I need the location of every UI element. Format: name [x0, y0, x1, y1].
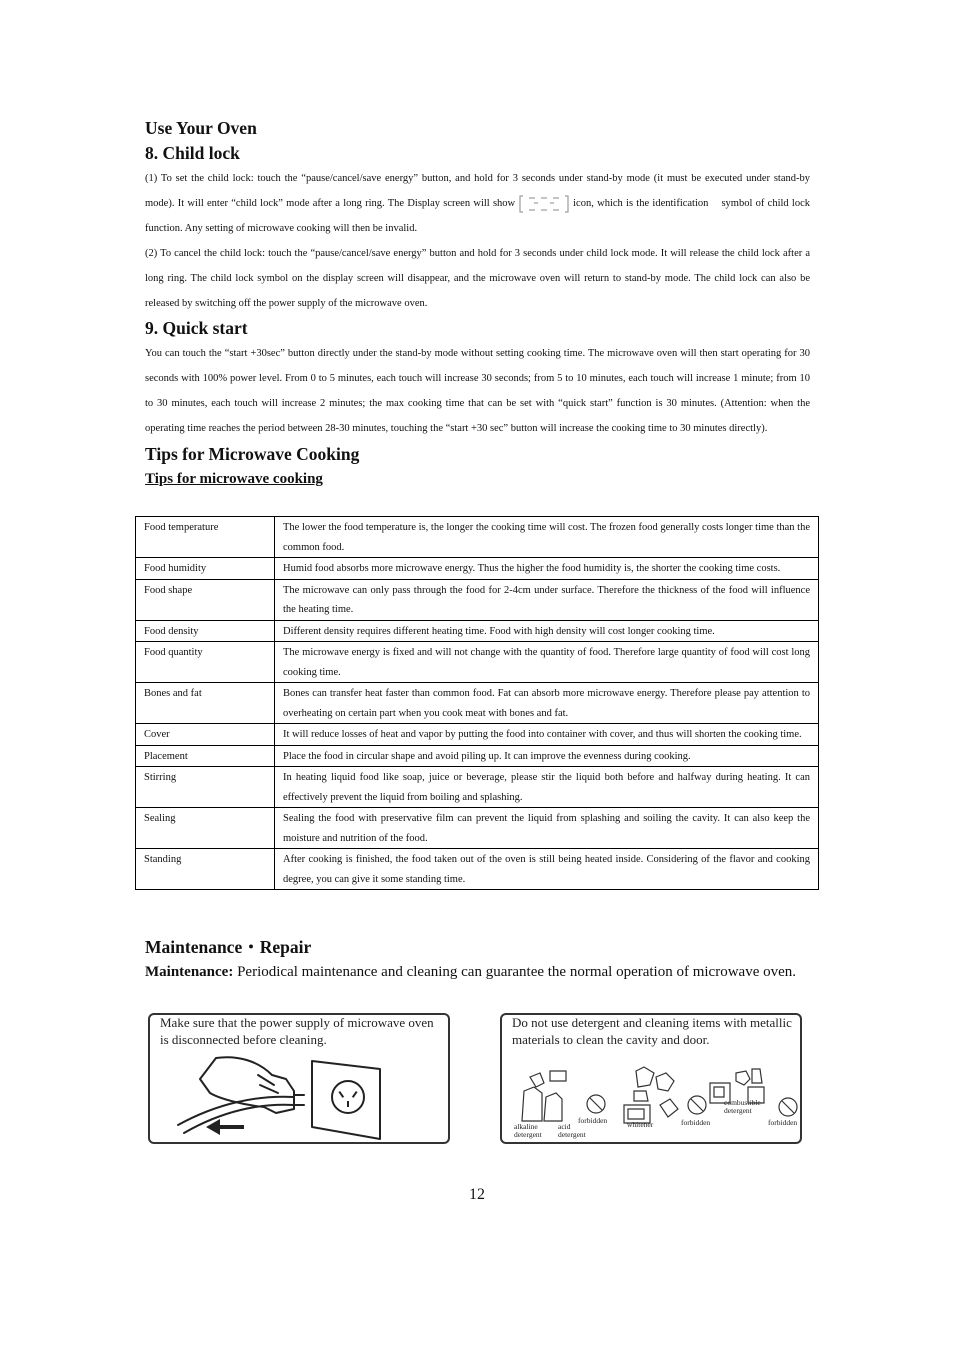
description-cell: It will reduce losses of heat and vapor by putting the food into container with cover, and thus will shorten the cooking time. [275, 724, 819, 746]
arrow-left-icon [206, 1119, 244, 1135]
factor-cell: Food humidity [136, 558, 275, 580]
factor-cell: Food temperature [136, 517, 275, 558]
description-cell: Different density requires different heating time. Food with high density will cost longer cooking time. [275, 620, 819, 642]
label-forbidden-2: forbidden [681, 1118, 711, 1127]
label-whitener: whitener [627, 1120, 654, 1129]
description-cell: In heating liquid food like soap, juice or beverage, please stir the liquid both before and halfway during heating. It can effectively prevent the liquid from boiling and splashing. [275, 767, 819, 808]
socket-holes [338, 1091, 357, 1107]
plug-prongs [294, 1095, 304, 1105]
description-cell: Humid food absorbs more microwave energy. Thus the higher the food humidity is, the shorter the cooking time costs. [275, 558, 819, 580]
tips-title: Tips for Microwave Cooking [145, 444, 360, 464]
maintenance-section [145, 934, 810, 984]
unplug-before-cleaning-figure [148, 1013, 452, 1146]
description-cell: Bones can transfer heat faster than common food. Fat can absorb more microwave energy. Therefore please pay attention to overheating on certain part when you cook meat with bones and fat. [275, 683, 819, 724]
tips-table [135, 516, 819, 890]
page-number: 12 [469, 1186, 485, 1203]
child-lock-title: 8. Child lock [145, 143, 240, 163]
child-lock-display-icon [519, 194, 569, 214]
label-acid-detergent: acid detergent [558, 1122, 586, 1139]
table-row [136, 620, 819, 642]
factor-cell: Food density [136, 620, 275, 642]
description-cell: The lower the food temperature is, the longer the cooking time will cost. The frozen food generally costs longer time than the common food. [275, 517, 819, 558]
table-row [136, 745, 819, 767]
factor-cell: Stirring [136, 767, 275, 808]
no-detergent-figure [500, 1013, 804, 1146]
child-lock-p1-text-b: icon, which is the identification symbol of child lock function. Any setting of microwave cooking will then be invalid. [145, 198, 810, 234]
child-lock-p1-text-a: (1) To set the child lock: touch the “pause/cancel/save energy” button, and hold for 3 seconds under stand-by mode (it must be executed under stand-by mode). It will enter “child lock” mode after a long ring. The Display screen will show [145, 173, 810, 209]
factor-cell: Food shape [136, 579, 275, 620]
detergent-bottles-icon [522, 1071, 566, 1121]
table-row [136, 642, 819, 683]
description-cell: The microwave energy is fixed and will not change with the quantity of food. Therefore large quantity of food will cost long cooking time. [275, 642, 819, 683]
maintenance-text: Periodical maintenance and cleaning can guarantee the normal operation of microwave oven. [233, 964, 797, 980]
quick-start-paragraph: You can touch the “start +30sec” button directly under the stand-by mode without setting cooking time. The microwave oven will then start operating for 30 seconds with 100% power level. From 0 to 5 minutes, each touch will increase 30 seconds; from 5 to 10 minutes, each touch will increase 1 minute; from 10 to 30 minutes, each touch will increase 2 minutes; the max cooking time that can be set with “quick start” function is 30 minutes. (Attention: when the operating time reaches the period between 28-30 minutes, touching the “start +30 sec” button will increase the cooking time to 30 minutes directly). [145, 348, 810, 434]
maintenance-title: Maintenance・Repair [145, 937, 312, 957]
factor-cell: Food quantity [136, 642, 275, 683]
description-cell: Place the food in circular shape and avoid piling up. It can improve the evenness during cooking. [275, 745, 819, 767]
socket-face [332, 1081, 364, 1113]
description-cell: The microwave can only pass through the food for 2-4cm under surface. Therefore the thickness of the food will influence the heating time. [275, 579, 819, 620]
child-lock-paragraph-1 [145, 166, 810, 241]
wall-socket-panel [312, 1061, 380, 1139]
child-lock-paragraph-2: (2) To cancel the child lock: touch the “pause/cancel/save energy” button and hold for 3 seconds under child lock mode. It will release the child lock after a long ring. The child lock symbol on the display screen will disappear, and the microwave oven will return to stand-by mode. The child lock can also be released by switching off the power supply of the microwave oven. [145, 248, 810, 309]
label-combustible-detergent: combustible detergent [724, 1098, 761, 1115]
table-row [136, 724, 819, 746]
description-cell: After cooking is finished, the food taken out of the oven is still being heated inside. Considering of the flavor and cooking degree, you can give it some standing time. [275, 849, 819, 890]
description-cell: Sealing the food with preservative film can prevent the liquid from splashing and soiling the cavity. It can also keep the moisture and nutrition of the food. [275, 808, 819, 849]
maintenance-label: Maintenance: [145, 964, 234, 980]
quick-start-title: 9. Quick start [145, 318, 248, 338]
label-alkaline-detergent: alkaline detergent [514, 1122, 542, 1139]
section-heading: Use Your Oven [145, 118, 257, 138]
tips-table-body [136, 517, 819, 890]
factor-cell: Placement [136, 745, 275, 767]
oven-and-items-icon [624, 1067, 678, 1123]
figure-caption: Do not use detergent and cleaning items with metallic materials to clean the cavity and door. [512, 1015, 792, 1047]
factor-cell: Bones and fat [136, 683, 275, 724]
label-forbidden-3: forbidden [768, 1118, 798, 1127]
table-row [136, 767, 819, 808]
maintenance-paragraph [145, 960, 810, 984]
table-row [136, 683, 819, 724]
table-row [136, 517, 819, 558]
factor-cell: Sealing [136, 808, 275, 849]
tips-subtitle: Tips for microwave cooking [145, 471, 323, 487]
page-body [145, 116, 810, 490]
table-row [136, 808, 819, 849]
label-forbidden-1: forbidden [578, 1116, 608, 1125]
table-row [136, 558, 819, 580]
factor-cell: Cover [136, 724, 275, 746]
table-row [136, 849, 819, 890]
factor-cell: Standing [136, 849, 275, 890]
table-row [136, 579, 819, 620]
figure-caption: Make sure that the power supply of microwave oven is disconnected before cleaning. [160, 1015, 434, 1047]
